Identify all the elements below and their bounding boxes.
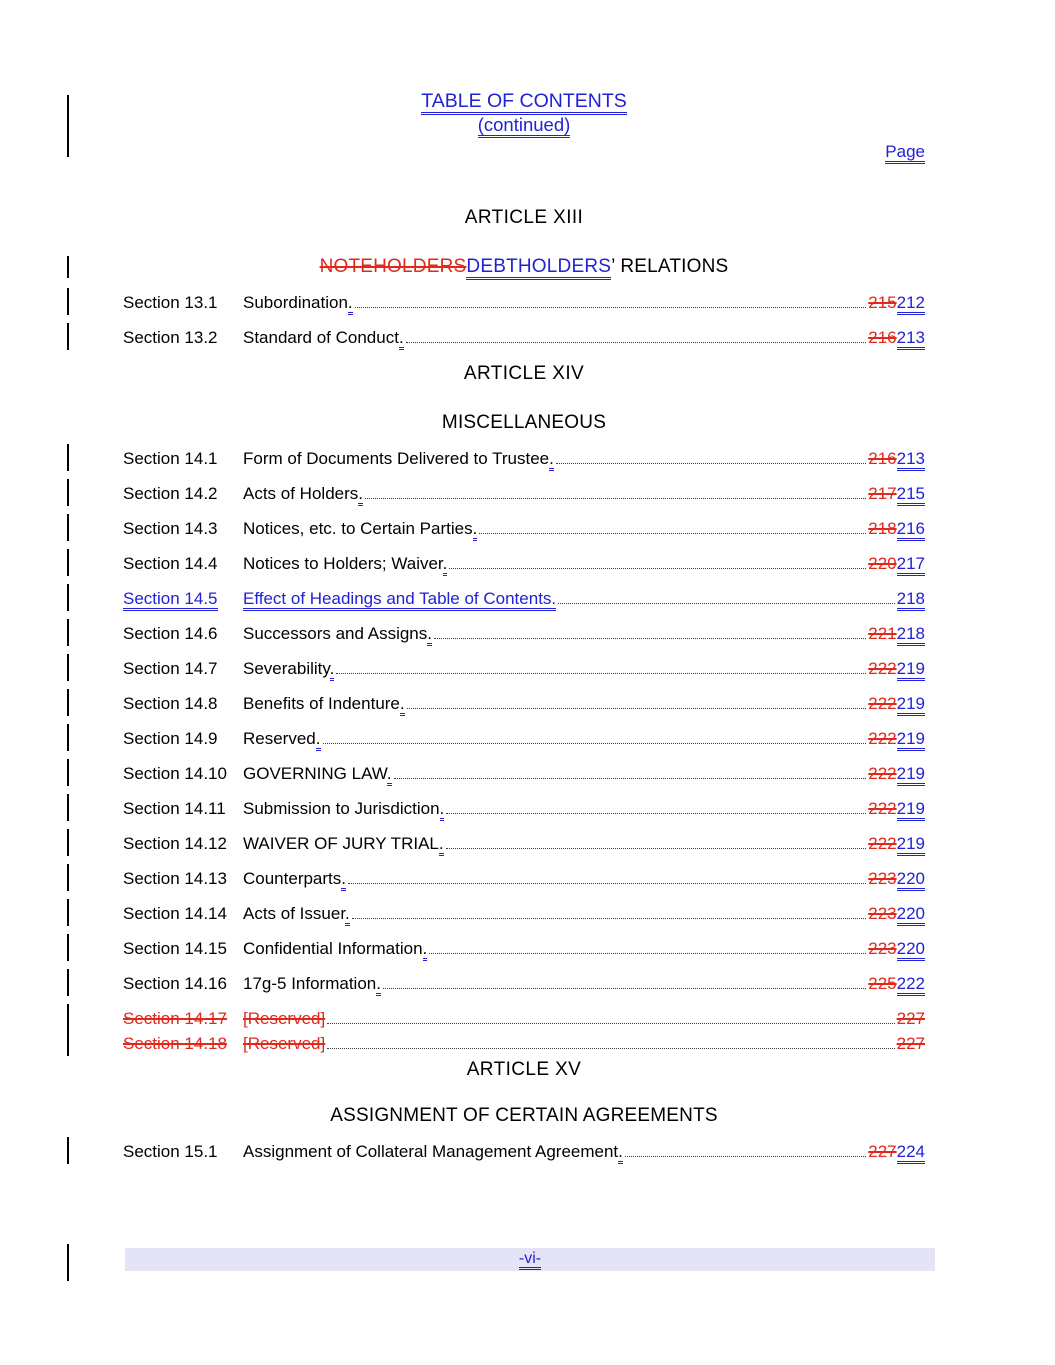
entry-title-text: Acts of Holders <box>243 484 359 503</box>
toc-row[interactable] <box>123 831 925 855</box>
section-number-text: Section 14.14 <box>123 904 227 923</box>
entry-title <box>243 291 353 314</box>
section-number-text: Section 14.10 <box>123 764 227 783</box>
dot-leader <box>446 796 866 814</box>
dot-leader <box>327 1031 894 1049</box>
page-numbers <box>868 972 925 995</box>
inserted-period: . <box>473 519 478 541</box>
inserted-page-number: 217 <box>897 554 925 576</box>
inserted-period: . <box>341 869 346 891</box>
entry-title-text: [Reserved] <box>243 1009 326 1028</box>
deleted-page-number: 227 <box>896 1034 925 1053</box>
subheading-part-normal: ASSIGNMENT OF CERTAIN AGREEMENTS <box>330 1105 718 1126</box>
section-number <box>123 972 243 995</box>
change-bar <box>67 1244 69 1281</box>
deleted-page-number: 227 <box>868 1142 897 1161</box>
entry-title <box>243 692 405 715</box>
entry-title-text: Benefits of Indenture <box>243 694 400 713</box>
toc-subtitle-text: (continued) <box>478 114 571 138</box>
deleted-page-number: 217 <box>868 484 897 503</box>
page-numbers <box>868 1140 925 1163</box>
inserted-period: . <box>427 624 432 646</box>
entry-title <box>243 447 554 470</box>
entry-title <box>243 517 477 540</box>
toc-content <box>123 90 925 1163</box>
entry-title <box>243 937 427 960</box>
section-number-text: Section 14.15 <box>123 939 227 958</box>
section-number-text: Section 14.5 <box>123 589 218 611</box>
section-number-text: Section 13.2 <box>123 328 218 347</box>
article-xv <box>123 1058 925 1163</box>
dot-leader <box>355 290 867 308</box>
section-number <box>123 1007 243 1030</box>
deleted-page-number: 222 <box>868 764 897 783</box>
entry-title <box>243 326 404 349</box>
subheading-part-normal: ’ RELATIONS <box>611 256 729 277</box>
dot-leader <box>406 325 867 343</box>
inserted-page-number: 219 <box>897 799 925 821</box>
entry-title-text: Acts of Issuer <box>243 904 346 923</box>
inserted-period: . <box>358 484 363 506</box>
entry-title <box>243 762 392 785</box>
section-number <box>123 622 243 645</box>
dot-leader <box>323 726 867 744</box>
entry-title-text: WAIVER OF JURY TRIAL <box>243 834 439 853</box>
inserted-page-number: 213 <box>897 328 925 350</box>
section-number-text: Section 14.4 <box>123 554 218 573</box>
section-number <box>123 291 243 314</box>
page-numbers <box>868 482 925 505</box>
inserted-page-number: 219 <box>897 659 925 681</box>
entry-title-text: Notices to Holders; Waiver <box>243 554 443 573</box>
section-number <box>123 692 243 715</box>
entry-title <box>243 552 447 575</box>
inserted-period: . <box>387 764 392 786</box>
section-number <box>123 657 243 680</box>
dot-leader <box>625 1139 866 1157</box>
deleted-page-number: 223 <box>868 904 897 923</box>
inserted-period: . <box>618 1142 623 1164</box>
toc-header <box>123 90 925 163</box>
page-numbers <box>868 832 925 855</box>
toc-row[interactable] <box>123 1139 925 1163</box>
entry-title-text: Confidential Information <box>243 939 423 958</box>
entry-title-text: Successors and Assigns <box>243 624 428 643</box>
toc-body <box>123 206 925 1163</box>
toc-row[interactable] <box>123 551 925 575</box>
dot-leader <box>383 971 866 989</box>
toc-row[interactable] <box>123 761 925 785</box>
article-subheading <box>123 411 925 434</box>
page-numbers <box>868 622 925 645</box>
section-number-text: Section 14.8 <box>123 694 218 713</box>
section-number <box>123 867 243 890</box>
inserted-period: . <box>439 834 444 856</box>
inserted-period: . <box>376 974 381 996</box>
deleted-page-number: 223 <box>868 869 897 888</box>
page-numbers <box>868 692 925 715</box>
inserted-page-number: 219 <box>897 729 925 751</box>
deleted-page-number: 222 <box>868 834 897 853</box>
dot-leader <box>327 1006 894 1024</box>
inserted-page-number: 219 <box>897 834 925 856</box>
dot-leader <box>348 866 866 884</box>
inserted-page-number: 220 <box>897 904 925 926</box>
entry-title <box>243 622 432 645</box>
section-number <box>123 1032 243 1055</box>
entry-title-text: GOVERNING LAW <box>243 764 387 783</box>
toc-subtitle <box>123 113 925 136</box>
toc-row[interactable] <box>123 971 925 995</box>
section-number-text: Section 14.3 <box>123 519 218 538</box>
toc-row[interactable] <box>123 481 925 505</box>
deleted-page-number: 227 <box>896 1009 925 1028</box>
deleted-page-number: 220 <box>868 554 897 573</box>
inserted-page-number: 222 <box>897 974 925 996</box>
entry-title-text: Standard of Conduct <box>243 328 399 347</box>
page-numbers <box>868 797 925 820</box>
toc-row[interactable] <box>123 901 925 925</box>
section-number <box>123 552 243 575</box>
toc-row[interactable] <box>123 866 925 890</box>
dot-leader <box>429 936 866 954</box>
dot-leader <box>394 761 867 779</box>
toc-row[interactable] <box>123 936 925 960</box>
article-subheading <box>123 1104 925 1127</box>
page-numbers <box>868 326 925 349</box>
section-number-text: Section 14.1 <box>123 449 218 468</box>
toc-row[interactable] <box>123 325 925 349</box>
entry-title <box>243 832 444 855</box>
page-numbers <box>897 587 925 610</box>
article-xiii <box>123 206 925 349</box>
deleted-page-number: 216 <box>868 328 897 347</box>
page-numbers <box>868 552 925 575</box>
article-subheading <box>123 255 925 278</box>
dot-leader <box>449 551 866 569</box>
section-number-text: Section 15.1 <box>123 1142 218 1161</box>
toc-row[interactable] <box>123 726 925 750</box>
toc-row[interactable] <box>123 1031 925 1055</box>
section-number-text: Section 14.7 <box>123 659 218 678</box>
section-number <box>123 902 243 925</box>
entry-title-text: 17g-5 Information <box>243 974 377 993</box>
article-heading: ARTICLE XV <box>466 1059 582 1080</box>
entry-title <box>243 657 334 680</box>
inserted-page-number: 218 <box>897 624 925 646</box>
section-number-text: Section 14.16 <box>123 974 227 993</box>
entry-title-text: Severability <box>243 659 330 678</box>
page-numbers <box>868 517 925 540</box>
entry-title-text: Subordination <box>243 293 348 312</box>
deleted-page-number: 222 <box>868 729 897 748</box>
entry-title-text: Form of Documents Delivered to Trustee <box>243 449 550 468</box>
entry-title-text: Assignment of Collateral Management Agreement <box>243 1142 619 1161</box>
entry-title <box>243 902 350 925</box>
article-heading: ARTICLE XIII <box>464 207 584 228</box>
inserted-period: . <box>330 659 335 681</box>
footer-page-number: -vi- <box>519 1250 541 1270</box>
article-rows <box>123 1139 925 1163</box>
section-number <box>123 832 243 855</box>
deleted-page-number: 225 <box>868 974 897 993</box>
inserted-page-number: 218 <box>897 589 925 611</box>
subheading-part-normal: MISCELLANEOUS <box>441 412 607 433</box>
page-numbers <box>868 447 925 470</box>
toc-row[interactable] <box>123 290 925 314</box>
section-number <box>123 727 243 750</box>
toc-title-text: TABLE OF CONTENTS <box>421 90 627 115</box>
inserted-page-number: 220 <box>897 869 925 891</box>
article-heading: ARTICLE XIV <box>463 363 585 384</box>
subheading-part-deleted: NOTEHOLDERS <box>319 256 467 277</box>
toc-row[interactable] <box>123 586 925 610</box>
entry-title <box>243 1007 325 1030</box>
deleted-page-number: 223 <box>868 939 897 958</box>
inserted-period: . <box>423 939 428 961</box>
section-number <box>123 587 243 610</box>
entry-title-text: Reserved <box>243 729 316 748</box>
page-column-label <box>123 140 925 163</box>
dot-leader <box>558 586 894 604</box>
section-number-text: Section 14.2 <box>123 484 218 503</box>
toc-row[interactable] <box>123 516 925 540</box>
entry-title <box>243 867 346 890</box>
page-numbers <box>868 727 925 750</box>
section-number <box>123 482 243 505</box>
inserted-period: . <box>549 449 554 471</box>
inserted-page-number: 220 <box>897 939 925 961</box>
page-numbers <box>897 1007 925 1030</box>
entry-title <box>243 1032 325 1055</box>
entry-title-text: Counterparts <box>243 869 342 888</box>
entry-title <box>243 587 556 610</box>
entry-title <box>243 972 381 995</box>
change-bar <box>67 95 69 157</box>
inserted-page-number: 219 <box>897 694 925 716</box>
section-number-text: Section 14.11 <box>123 799 226 818</box>
section-number <box>123 797 243 820</box>
section-number-text: Section 13.1 <box>123 293 218 312</box>
toc-title <box>123 90 925 113</box>
toc-row[interactable] <box>123 621 925 645</box>
dot-leader <box>434 621 866 639</box>
deleted-page-number: 222 <box>868 694 897 713</box>
toc-footer <box>125 1248 935 1271</box>
inserted-period: . <box>400 694 405 716</box>
inserted-period: . <box>443 554 448 576</box>
inserted-page-number: 224 <box>897 1142 925 1164</box>
section-number <box>123 1140 243 1163</box>
section-number-text: Section 14.9 <box>123 729 218 748</box>
page-numbers <box>868 867 925 890</box>
deleted-page-number: 222 <box>868 799 897 818</box>
toc-row[interactable] <box>123 446 925 470</box>
toc-row[interactable] <box>123 796 925 820</box>
entry-title-text: [Reserved] <box>243 1034 326 1053</box>
dot-leader <box>479 516 866 534</box>
section-number-text: Section 14.13 <box>123 869 227 888</box>
article-rows <box>123 290 925 349</box>
entry-title <box>243 797 444 820</box>
dot-leader <box>556 446 866 464</box>
page-numbers <box>897 1032 925 1055</box>
dot-leader <box>352 901 866 919</box>
entry-title-text: Submission to Jurisdiction <box>243 799 440 818</box>
dot-leader <box>446 831 867 849</box>
article-xiv <box>123 362 925 1055</box>
section-number <box>123 937 243 960</box>
page-column-label-text: Page <box>885 142 925 164</box>
page-numbers <box>868 937 925 960</box>
inserted-period: . <box>316 729 321 751</box>
deleted-page-number: 222 <box>868 659 897 678</box>
entry-title-text: Effect of Headings and Table of Contents. <box>243 589 556 611</box>
section-number <box>123 447 243 470</box>
toc-row[interactable] <box>123 1006 925 1030</box>
dot-leader <box>365 481 866 499</box>
inserted-period: . <box>348 293 353 315</box>
entry-title <box>243 1140 623 1163</box>
deleted-page-number: 218 <box>868 519 897 538</box>
dot-leader <box>336 656 866 674</box>
section-number-text: Section 14.17 <box>123 1009 227 1028</box>
page-numbers <box>868 902 925 925</box>
inserted-period: . <box>399 328 404 350</box>
page-numbers <box>868 762 925 785</box>
entry-title <box>243 727 321 750</box>
inserted-page-number: 216 <box>897 519 925 541</box>
entry-title-text: Notices, etc. to Certain Parties <box>243 519 473 538</box>
inserted-page-number: 212 <box>897 293 925 315</box>
toc-row[interactable] <box>123 691 925 715</box>
deleted-page-number: 221 <box>868 624 897 643</box>
deleted-page-number: 216 <box>868 449 897 468</box>
inserted-page-number: 213 <box>897 449 925 471</box>
section-number-text: Section 14.6 <box>123 624 218 643</box>
subheading-part-inserted: DEBTHOLDERS <box>466 256 611 280</box>
section-number <box>123 517 243 540</box>
inserted-period: . <box>440 799 445 821</box>
section-number-text: Section 14.12 <box>123 834 227 853</box>
dot-leader <box>407 691 867 709</box>
page-numbers <box>868 291 925 314</box>
inserted-page-number: 215 <box>897 484 925 506</box>
section-number-text: Section 14.18 <box>123 1034 227 1053</box>
entry-title <box>243 482 363 505</box>
page-numbers <box>868 657 925 680</box>
section-number <box>123 762 243 785</box>
inserted-period: . <box>345 904 350 926</box>
inserted-page-number: 219 <box>897 764 925 786</box>
deleted-page-number: 215 <box>868 293 897 312</box>
article-rows <box>123 446 925 1055</box>
toc-row[interactable] <box>123 656 925 680</box>
section-number <box>123 326 243 349</box>
